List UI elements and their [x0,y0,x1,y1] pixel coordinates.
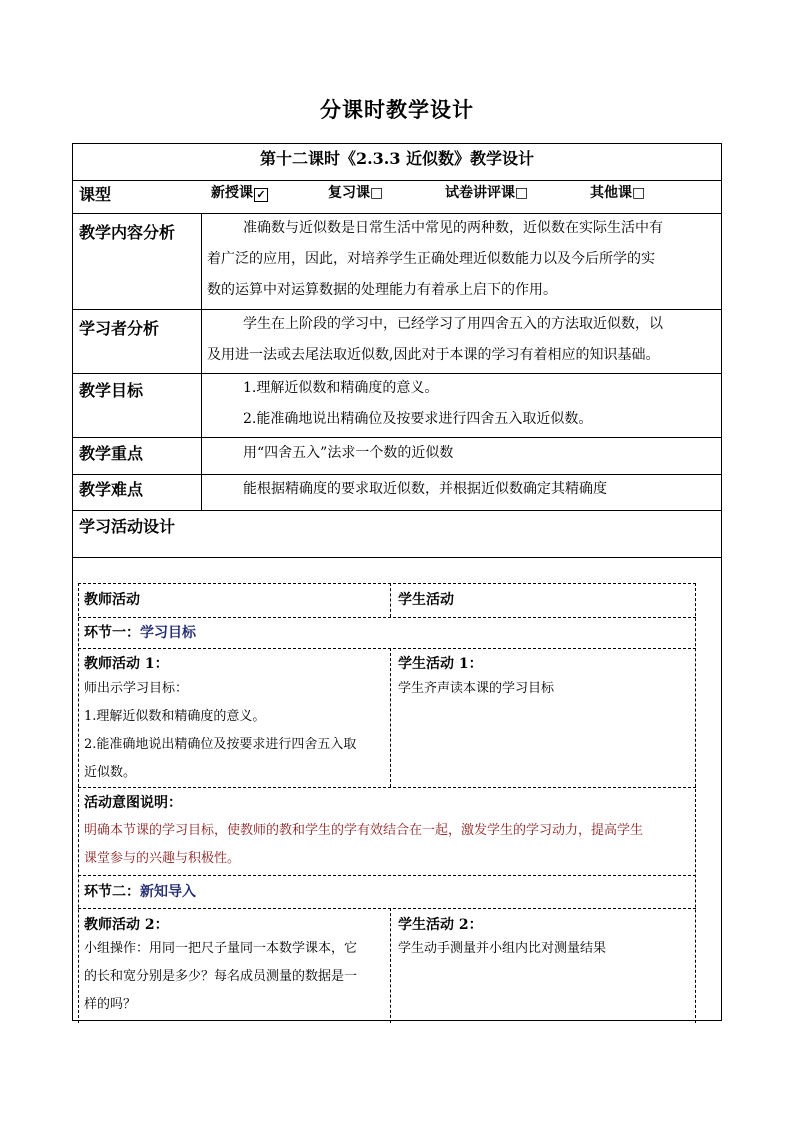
activity-table [78,583,696,1023]
dashed-divider [78,875,696,876]
row-divider [73,557,721,558]
teacher-activity1-text: 师出示学习目标： 1.理解近似数和精确度的意义。 2.能准确地说出精确位及按要求进行四舍五入取 近似数。 [84,681,357,780]
course-type-exam-review[interactable]: 试卷讲评课□ [445,185,529,201]
course-type-label: 课型 [79,185,112,204]
dashed-divider [78,908,696,909]
student-activity1-title: 学生活动 1： [398,656,483,672]
checkbox-icon[interactable]: □ [632,185,646,201]
objectives-label: 教学目标 [79,381,144,400]
step2-heading: 环节二：新知导入 [84,884,196,900]
checked-box-icon[interactable]: ✓ [254,188,268,202]
lesson-plan-table [72,143,722,1021]
content-analysis-label: 教学内容分析 [79,223,176,242]
dashed-column [390,908,391,1023]
checkbox-icon[interactable]: □ [515,185,529,201]
student-activity2-text: 学生动手测量并小组内比对测量结果 [398,941,607,956]
key-point-text: 用“四舍五入”法求一个数的近似数 [243,445,454,461]
difficulty-label: 教学难点 [79,480,144,499]
lesson-title: 第十二课时《2.3.3 近似数》教学设计 [259,149,535,168]
course-type-other[interactable]: 其他课□ [590,185,646,201]
dashed-column [390,648,391,787]
activity-design-label: 学习活动设计 [79,517,176,536]
dashed-divider [78,787,696,788]
student-activity2-title: 学生活动 2： [398,917,483,933]
step1-heading: 环节一：学习目标 [84,625,196,641]
course-type-new[interactable]: 新授课 ✓ [211,182,268,202]
row-divider [73,510,721,511]
column-divider [201,213,202,510]
intent-text: 明确本节课的学习目标，使教师的教和学生的学有效结合在一起，激发学生的学习动力，提高学生 课堂参与的兴趣与积极性。 [84,823,644,866]
dashed-divider [78,617,696,618]
student-activity1-text: 学生齐声读本课的学习目标 [398,681,555,696]
content-analysis-text: 准确数与近似数是日常生活中常见的两种数，近似数在实际生活中有 着广泛的应用，因此，对培养学生正确处理近似数能力以及今后所学的实 数的运算中对运算数据的处理能力有着承上启下的作用。 [207,220,663,298]
checkbox-icon[interactable]: □ [370,185,384,201]
row-divider [73,180,721,181]
student-activity-header: 学生活动 [398,592,454,608]
objectives-list: 1.理解近似数和精确度的意义。 2.能准确地说出精确位及按要求进行四舍五入取近似数。 [243,380,593,427]
learner-analysis-text: 学生在上阶段的学习中，已经学习了用四舍五入的方法取近似数，以 及用进一法或去尾法取近似数,因此对于本课的学习有着相应的知识基础。 [207,316,663,363]
dashed-column [78,583,79,1023]
key-point-label: 教学重点 [79,444,144,463]
teacher-activity2-text: 小组操作：用同一把尺子量同一本数学课本，它 的长和宽分别是多少？每名成员测量的数据是一 样的吗？ [84,941,358,1012]
dashed-column [390,583,391,617]
dashed-column [695,583,696,1023]
page-title: 分课时教学设计 [320,97,474,122]
learner-analysis-label: 学习者分析 [79,319,160,338]
course-type-review[interactable]: 复习课□ [328,185,384,201]
dashed-divider [78,583,696,584]
intent-title: 活动意图说明： [84,795,182,811]
teacher-activity-header: 教师活动 [84,592,140,608]
difficulty-text: 能根据精确度的要求取近似数，并根据近似数确定其精确度 [243,481,607,497]
teacher-activity2-title: 教师活动 2： [84,917,169,933]
teacher-activity1-title: 教师活动 1： [84,656,169,672]
dashed-divider [78,648,696,649]
